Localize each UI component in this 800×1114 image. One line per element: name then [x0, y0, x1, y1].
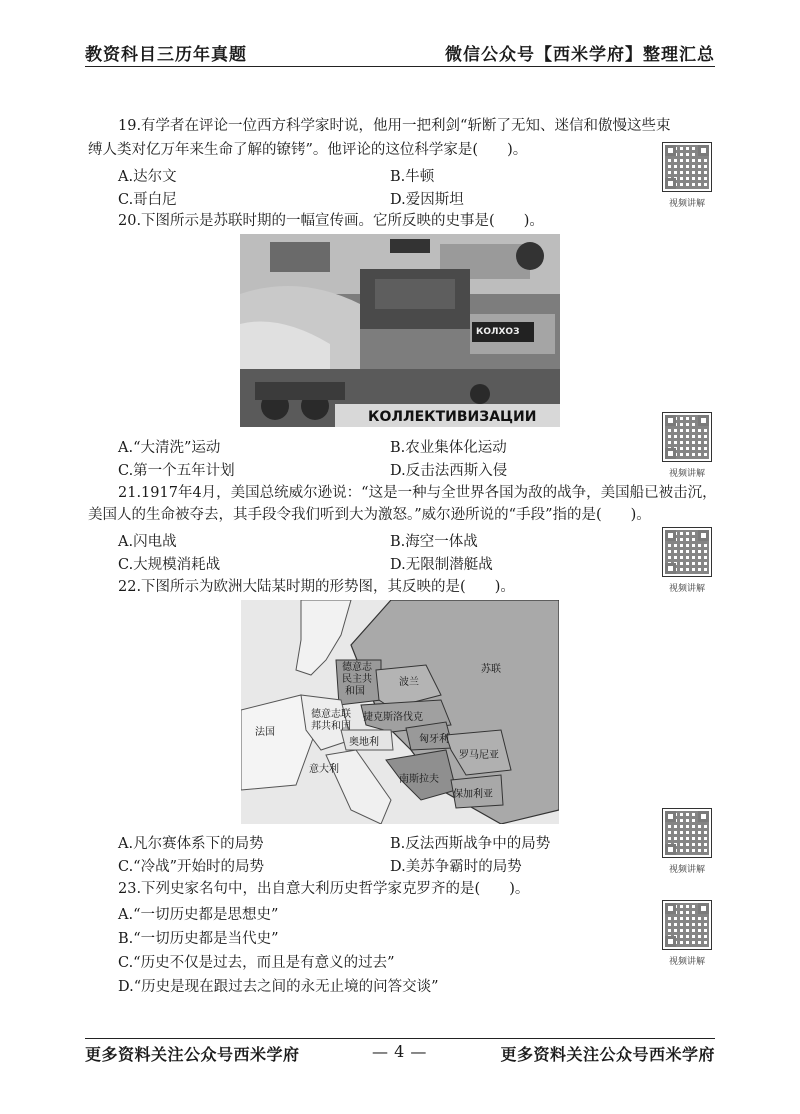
qr-caption-q22: 视频讲解 — [668, 865, 705, 875]
map-label-yugoslavia: 南斯拉夫 — [399, 774, 439, 785]
soviet-poster-image — [240, 234, 560, 427]
q22-option-a: A.凡尔赛体系下的局势 — [118, 836, 264, 852]
qr-code-q20[interactable] — [662, 412, 712, 462]
qr-code-q19[interactable] — [662, 142, 712, 192]
map-label-gdr-1: 德意志 — [342, 662, 372, 673]
map-label-frg-2: 邦共和国 — [311, 721, 351, 732]
map-label-czech: 捷克斯洛伐克 — [363, 712, 423, 723]
q21-option-a: A.闪电战 — [118, 534, 177, 550]
q23-option-b: B.“一切历史都是当代史” — [118, 931, 279, 947]
qr-caption-q19: 视频讲解 — [668, 199, 705, 209]
q19-option-b: B.牛顿 — [390, 169, 435, 185]
map-label-hungary: 匈牙利 — [419, 734, 449, 745]
header-left: 教资科目三历年真题 — [85, 45, 247, 65]
qr-caption-q21: 视频讲解 — [668, 584, 705, 594]
map-label-bulgaria: 保加利亚 — [453, 789, 493, 800]
q21-option-c: C.大规模消耗战 — [118, 557, 221, 573]
poster-kolkhoz-text: КОЛХОЗ — [476, 327, 520, 337]
q21-stem-line2: 美国人的生命被夺去，其手段令我们听到大为激怒。”威尔逊所说的“手段”指的是( )。 — [88, 507, 651, 523]
q19-stem-line2: 缚人类对亿万年来生命了解的镣铐”。他评论的这位科学家是( )。 — [88, 142, 528, 158]
qr-code-q22[interactable] — [662, 808, 712, 858]
q20-stem: 20.下图所示是苏联时期的一幅宣传画。它所反映的史事是( )。 — [118, 213, 544, 229]
map-label-italy: 意大利 — [309, 764, 339, 775]
map-label-ussr: 苏联 — [481, 664, 501, 675]
q19-stem-line1: 19.有学者在评论一位西方科学家时说，他用一把利剑“斩断了无知、迷信和傲慢这些束 — [118, 118, 671, 134]
q22-option-b: B.反法西斯战争中的局势 — [390, 836, 551, 852]
footer-left: 更多资料关注公众号西米学府 — [85, 1045, 300, 1064]
q22-stem: 22.下图所示为欧洲大陆某时期的形势图，其反映的是( )。 — [118, 579, 515, 595]
header-divider — [85, 66, 715, 67]
map-label-poland: 波兰 — [399, 677, 419, 688]
footer-divider — [85, 1038, 715, 1039]
q23-stem: 23.下列史家名句中，出自意大利历史哲学家克罗齐的是( )。 — [118, 881, 530, 897]
q20-option-c: C.第一个五年计划 — [118, 463, 235, 479]
qr-caption-q20: 视频讲解 — [668, 469, 705, 479]
q23-option-d: D.“历史是现在跟过去之间的永无止境的问答交谈” — [118, 979, 439, 995]
q20-option-d: D.反击法西斯入侵 — [390, 463, 508, 479]
q20-option-a: A.“大清洗”运动 — [118, 440, 221, 456]
qr-code-q23[interactable] — [662, 900, 712, 950]
q21-option-b: B.海空一体战 — [390, 534, 478, 550]
europe-situation-map — [241, 600, 559, 824]
q22-option-c: C.“冷战”开始时的局势 — [118, 859, 265, 875]
q19-option-c: C.哥白尼 — [118, 192, 177, 208]
q19-option-d: D.爱因斯坦 — [390, 192, 464, 208]
header-right: 微信公众号【西米学府】整理汇总 — [445, 45, 715, 65]
q23-option-a: A.“一切历史都是思想史” — [118, 907, 279, 923]
map-label-gdr-3: 和国 — [345, 686, 365, 697]
map-label-austria: 奥地利 — [349, 737, 379, 748]
q22-option-d: D.美苏争霸时的局势 — [390, 859, 522, 875]
qr-caption-q23: 视频讲解 — [668, 957, 705, 967]
q23-option-c: C.“历史不仅是过去，而且是有意义的过去” — [118, 955, 395, 971]
qr-code-q21[interactable] — [662, 527, 712, 577]
q21-stem-line1: 21.1917年4月，美国总统威尔逊说：“这是一种与全世界各国为敌的战争，美国船已被击沉， — [118, 485, 717, 501]
map-label-france: 法国 — [255, 727, 275, 738]
page-number: — 4 — — [372, 1042, 427, 1061]
map-label-gdr-2: 民主共 — [342, 674, 372, 685]
q21-option-d: D.无限制潜艇战 — [390, 557, 493, 573]
footer-right: 更多资料关注公众号西米学府 — [500, 1045, 715, 1064]
q19-option-a: A.达尔文 — [118, 169, 177, 185]
map-label-frg-1: 德意志联 — [311, 709, 351, 720]
q20-option-b: B.农业集体化运动 — [390, 440, 507, 456]
poster-collectivization-text: КОЛЛЕКТИВИЗАЦИИ — [368, 409, 537, 425]
map-label-romania: 罗马尼亚 — [459, 750, 499, 761]
